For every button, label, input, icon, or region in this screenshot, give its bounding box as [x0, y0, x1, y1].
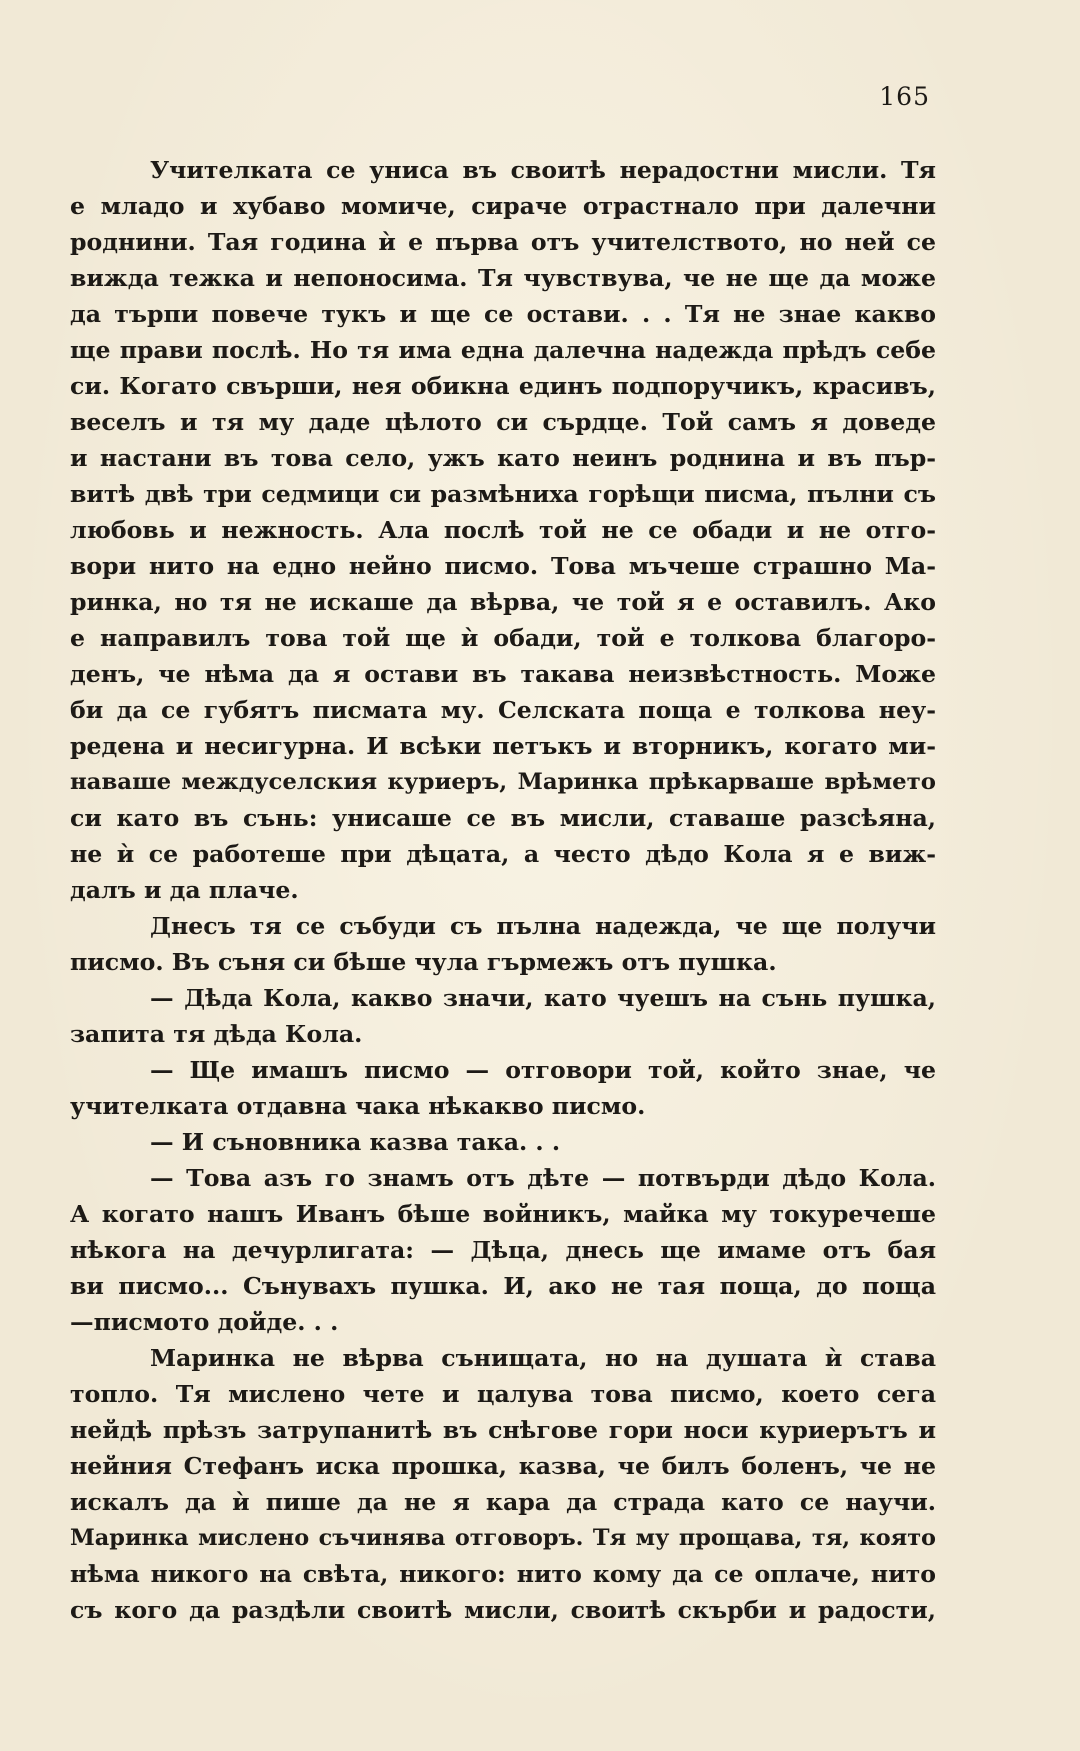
body-text: [70, 152, 936, 1628]
text-line: Маринка не вѣрва сънищата, но на душата ѝ става: [150, 1344, 936, 1372]
text-line: искалъ да ѝ пише да не я кара да страда като се научи.: [70, 1488, 936, 1516]
text-line: вори нито на едно нейно писмо. Това мъчеше страшно Ма-: [70, 552, 936, 580]
text-line: роднини. Тая година ѝ е първа отъ учителството, но ней се: [70, 228, 936, 256]
page-number: 165: [879, 82, 930, 111]
text-line: — И съновника казва така. . .: [150, 1128, 561, 1156]
text-line: си като въ сънь: унисаше се въ мисли, ставаше разсѣяна,: [70, 804, 936, 832]
text-line: любовь и нежность. Ала послѣ той не се обади и не отго-: [70, 516, 936, 544]
text-line: Маринка мислено съчинява отговоръ. Тя му прощава, тя, която: [70, 1525, 936, 1551]
text-line: нѣма никого на свѣта, никого: нито кому да се оплаче, нито: [70, 1560, 936, 1588]
text-line: А когато нашъ Иванъ бѣше войникъ, майка му токуречеше: [70, 1200, 936, 1228]
text-line: учителката отдавна чака нѣкакво писмо.: [70, 1092, 646, 1120]
text-line: си. Когато свърши, нея обикна единъ подпоручикъ, красивъ,: [70, 372, 936, 400]
text-line: редена и несигурна. И всѣки петъкъ и вторникъ, когато ми-: [70, 732, 936, 760]
text-line: веселъ и тя му даде цѣлото си сърдце. Той самъ я доведе: [70, 408, 936, 436]
text-line: писмо. Въ съня си бѣше чула гърмежъ отъ пушка.: [70, 948, 777, 976]
text-line: ще прави послѣ. Но тя има една далечна надежда прѣдъ себе: [70, 336, 936, 364]
text-line: е младо и хубаво момиче, сираче отрастнало при далечни: [70, 192, 936, 220]
text-line: нѣкога на дечурлигата: — Дѣца, днесь ще имаме отъ бая: [70, 1236, 936, 1264]
text-line: да търпи повече тукъ и ще се остави. . . Тя не знае какво: [70, 300, 936, 328]
text-line: запита тя дѣда Кола.: [70, 1020, 363, 1048]
text-line: би да се губятъ писмата му. Селската поща е толкова неу-: [70, 696, 936, 724]
text-line: ринка, но тя не искаше да вѣрва, че той я е оставилъ. Ако: [70, 588, 936, 616]
text-line: нейния Стефанъ иска прошка, казва, че билъ боленъ, че не: [70, 1452, 936, 1480]
text-line: — Дѣда Кола, какво значи, като чуешъ на сънь пушка,: [150, 984, 936, 1012]
text-line: — Това азъ го знамъ отъ дѣте — потвърди дѣдо Кола.: [150, 1164, 936, 1192]
text-line: наваше междуселския куриеръ, Маринка прѣкарваше врѣмето: [70, 769, 936, 795]
text-line: витѣ двѣ три седмици си размѣниха горѣщи писма, пълни съ: [70, 480, 936, 508]
text-line: — Ще имашъ писмо — отговори той, който знае, че: [150, 1056, 936, 1084]
text-line: ви писмо... Сънувахъ пушка. И, ако не тая поща, до поща: [70, 1272, 936, 1300]
text-line: вижда тежка и непоносима. Тя чувствува, че не ще да може: [70, 264, 936, 292]
text-line: нейдѣ прѣзъ затрупанитѣ въ снѣгове гори носи куриерътъ и: [70, 1416, 936, 1444]
text-line: съ кого да раздѣли своитѣ мисли, своитѣ скърби и радости,: [70, 1596, 936, 1624]
text-line: —писмото дойде. . .: [70, 1308, 339, 1336]
text-line: Учителката се униса въ своитѣ нерадостни мисли. Тя: [150, 156, 936, 184]
text-line: Днесъ тя се събуди съ пълна надежда, че ще получи: [150, 912, 936, 940]
text-line: е направилъ това той ще ѝ обади, той е толкова благоро-: [70, 624, 936, 652]
text-line: топло. Тя мислено чете и цалува това писмо, което сега: [70, 1380, 936, 1408]
text-line: не ѝ се работеше при дѣцата, а често дѣдо Кола я е виж-: [70, 840, 936, 868]
text-line: и настани въ това село, ужъ като неинъ роднина и въ пър-: [70, 444, 936, 472]
text-line: далъ и да плаче.: [70, 876, 299, 904]
text-line: денъ, че нѣма да я остави въ такава неизвѣстность. Може: [70, 660, 936, 688]
